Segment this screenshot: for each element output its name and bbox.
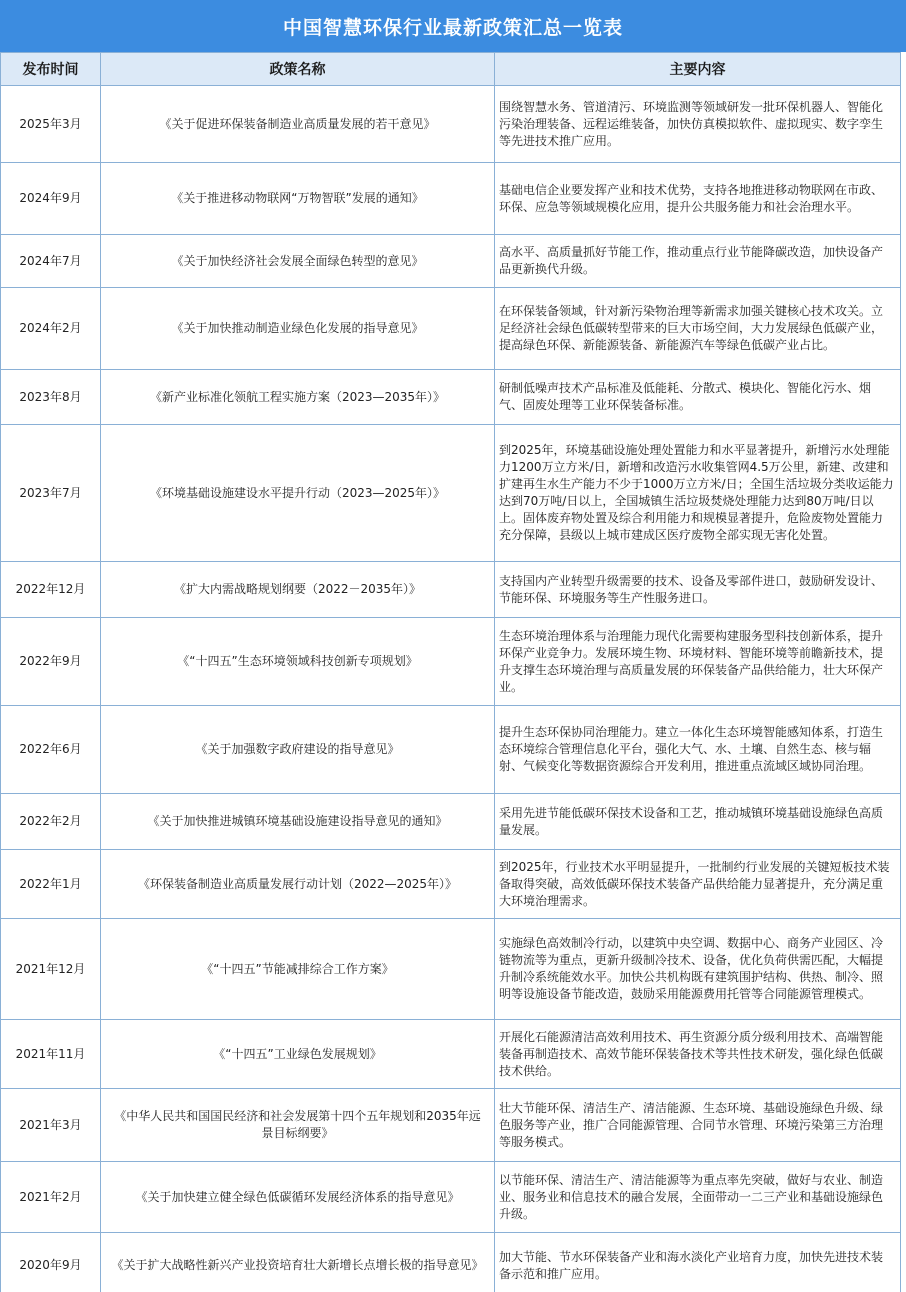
publish-date-cell: 2022年2月 [1,794,101,850]
table-row [1,794,901,850]
publish-date-cell: 2021年3月 [1,1089,101,1162]
header-date: 发布时间 [1,53,101,86]
table-row [1,235,901,288]
policy-name-cell: 《关于推进移动物联网“万物智联”发展的通知》 [101,163,495,235]
publish-date-cell: 2024年2月 [1,288,101,370]
main-content-cell: 研制低噪声技术产品标准及低能耗、分散式、模块化、智能化污水、烟气、固废处理等工业环保装备标准。 [495,370,901,425]
publish-date-cell: 2022年12月 [1,562,101,618]
publish-date-cell: 2022年6月 [1,706,101,794]
table-row [1,163,901,235]
table-row [1,618,901,706]
main-content-cell: 在环保装备领域，针对新污染物治理等新需求加强关键核心技术攻关。立足经济社会绿色低碳转型带来的巨大市场空间，大力发展绿色低碳产业，提高绿色环保、新能源装备、新能源汽车等绿色低碳产业占比。 [495,288,901,370]
table-row [1,1162,901,1233]
main-content-cell: 围绕智慧水务、管道清污、环境监测等领域研发一批环保机器人、智能化污染治理装备、远程运维装备，加快仿真模拟软件、虚拟现实、数字孪生等先进技术推广应用。 [495,86,901,163]
publish-date-cell: 2021年11月 [1,1020,101,1089]
policy-name-cell: 《环保装备制造业高质量发展行动计划（2022—2025年）》 [101,850,495,919]
publish-date-cell: 2021年2月 [1,1162,101,1233]
main-content-cell: 采用先进节能低碳环保技术设备和工艺，推动城镇环境基础设施绿色高质量发展。 [495,794,901,850]
policy-name-cell: 《关于促进环保装备制造业高质量发展的若干意见》 [101,86,495,163]
policy-name-cell: 《“十四五”生态环境领域科技创新专项规划》 [101,618,495,706]
table-row [1,425,901,562]
header-policy-name: 政策名称 [101,53,495,86]
policy-name-cell: 《新产业标准化领航工程实施方案（2023—2035年）》 [101,370,495,425]
main-content-cell: 壮大节能环保、清洁生产、清洁能源、生态环境、基础设施绿色升级、绿色服务等产业，推广合同能源管理、合同节水管理、环境污染第三方治理等服务模式。 [495,1089,901,1162]
main-content-cell: 到2025年，行业技术水平明显提升，一批制约行业发展的关键短板技术装备取得突破，高效低碳环保技术装备产品供给能力显著提升，充分满足重大环境治理需求。 [495,850,901,919]
main-content-cell: 基础电信企业要发挥产业和技术优势，支持各地推进移动物联网在市政、环保、应急等领域规模化应用，提升公共服务能力和社会治理水平。 [495,163,901,235]
table-row [1,1233,901,1292]
policy-name-cell: 《关于加强数字政府建设的指导意见》 [101,706,495,794]
publish-date-cell: 2022年9月 [1,618,101,706]
main-content-cell: 加大节能、节水环保装备产业和海水淡化产业培育力度，加快先进技术装备示范和推广应用。 [495,1233,901,1292]
table-row [1,1089,901,1162]
policy-name-cell: 《关于加快推动制造业绿色化发展的指导意见》 [101,288,495,370]
main-content-cell: 到2025年，环境基础设施处理处置能力和水平显著提升，新增污水处理能力1200万立方米/日，新增和改造污水收集管网4.5万公里，新建、改建和扩建再生水生产能力不少于1000万立方米/日；全国生活垃圾分类收运能力达到70万吨/日以上，全国城镇生活垃圾焚烧处理能力达到80万吨/日以上。固体废弃物处置及综合利用能力和规模显著提升，危险废物处置能力充分保障，县级以上城市建成区医疗废物全部实现无害化处置。 [495,425,901,562]
main-content-cell: 高水平、高质量抓好节能工作，推动重点行业节能降碳改造，加快设备产品更新换代升级。 [495,235,901,288]
table-row [1,86,901,163]
table-row [1,850,901,919]
header-row [1,53,901,86]
publish-date-cell: 2025年3月 [1,86,101,163]
policy-table [0,52,901,1292]
publish-date-cell: 2024年7月 [1,235,101,288]
policy-name-cell: 《“十四五”工业绿色发展规划》 [101,1020,495,1089]
table-title: 中国智慧环保行业最新政策汇总一览表 [0,0,906,52]
publish-date-cell: 2020年9月 [1,1233,101,1292]
policy-name-cell: 《关于扩大战略性新兴产业投资培育壮大新增长点增长极的指导意见》 [101,1233,495,1292]
publish-date-cell: 2023年8月 [1,370,101,425]
table-row [1,1020,901,1089]
main-content-cell: 支持国内产业转型升级需要的技术、设备及零部件进口，鼓励研发设计、节能环保、环境服务等生产性服务进口。 [495,562,901,618]
publish-date-cell: 2022年1月 [1,850,101,919]
table-row [1,288,901,370]
header-main-content: 主要内容 [495,53,901,86]
policy-name-cell: 《关于加快经济社会发展全面绿色转型的意见》 [101,235,495,288]
policy-name-cell: 《扩大内需战略规划纲要（2022－2035年）》 [101,562,495,618]
main-content-cell: 实施绿色高效制冷行动，以建筑中央空调、数据中心、商务产业园区、冷链物流等为重点，更新升级制冷技术、设备，优化负荷供需匹配，大幅提升制冷系统能效水平。加快公共机构既有建筑围护结构、供热、制冷、照明等设施设备节能改造，鼓励采用能源费用托管等合同能源管理模式。 [495,919,901,1020]
publish-date-cell: 2023年7月 [1,425,101,562]
table-row [1,706,901,794]
main-content-cell: 提升生态环保协同治理能力。建立一体化生态环境智能感知体系，打造生态环境综合管理信息化平台，强化大气、水、土壤、自然生态、核与辐射、气候变化等数据资源综合开发利用，推进重点流域区域协同治理。 [495,706,901,794]
policy-name-cell: 《中华人民共和国国民经济和社会发展第十四个五年规划和2035年远景目标纲要》 [101,1089,495,1162]
main-content-cell: 以节能环保、清洁生产、清洁能源等为重点率先突破，做好与农业、制造业、服务业和信息技术的融合发展，全面带动一二三产业和基础设施绿色升级。 [495,1162,901,1233]
table-row [1,562,901,618]
policy-name-cell: 《环境基础设施建设水平提升行动（2023—2025年）》 [101,425,495,562]
table-row [1,919,901,1020]
main-content-cell: 生态环境治理体系与治理能力现代化需要构建服务型科技创新体系，提升环保产业竞争力。发展环境生物、环境材料、智能环境等前瞻新技术，提升支撑生态环境治理与高质量发展的环保装备产品供给能力，壮大环保产业。 [495,618,901,706]
publish-date-cell: 2021年12月 [1,919,101,1020]
policy-name-cell: 《“十四五”节能减排综合工作方案》 [101,919,495,1020]
table-row [1,370,901,425]
policy-name-cell: 《关于加快建立健全绿色低碳循环发展经济体系的指导意见》 [101,1162,495,1233]
policy-name-cell: 《关于加快推进城镇环境基础设施建设指导意见的通知》 [101,794,495,850]
publish-date-cell: 2024年9月 [1,163,101,235]
main-content-cell: 开展化石能源清洁高效利用技术、再生资源分质分级利用技术、高端智能装备再制造技术、高效节能环保装备技术等共性技术研发，强化绿色低碳技术供给。 [495,1020,901,1089]
